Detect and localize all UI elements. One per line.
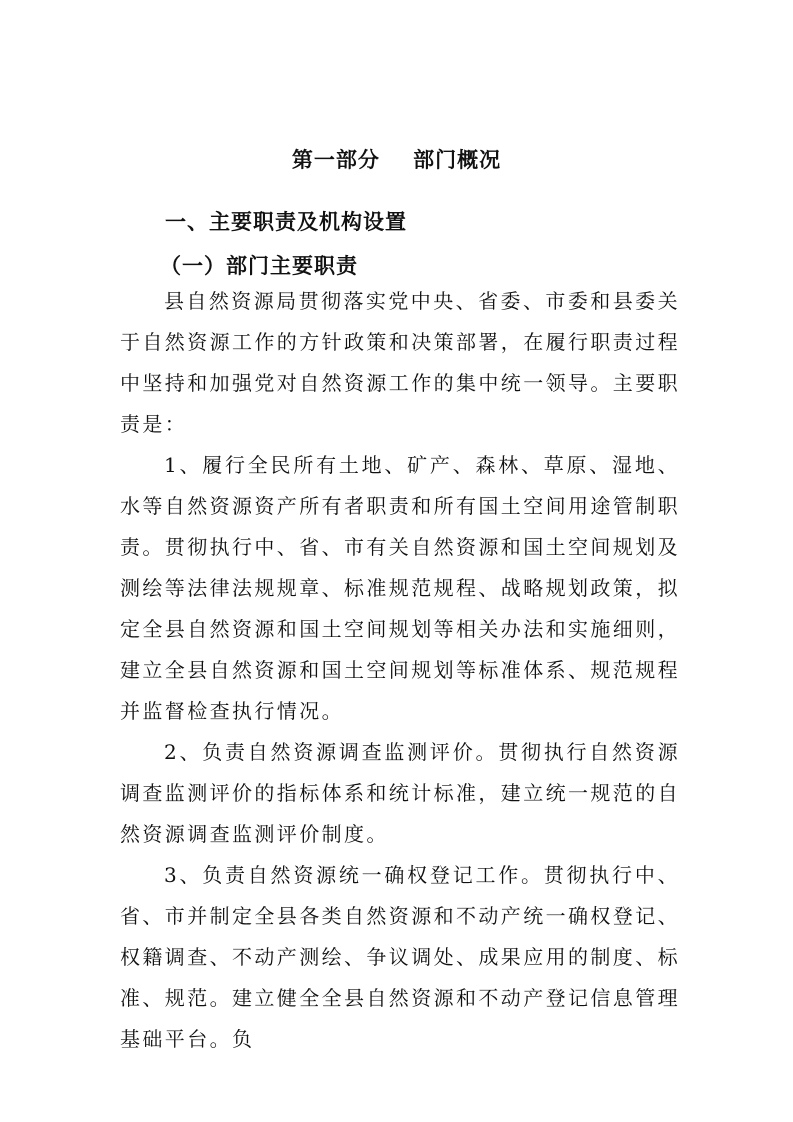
paragraph: 县自然资源局贯彻落实党中央、省委、市委和县委关于自然资源工作的方针政策和决策部署，在履行职责过程中坚持和加强党对自然资源工作的集中统一领导。主要职责是： <box>120 289 680 436</box>
section-title: 一、主要职责及机构设置 <box>165 210 407 234</box>
paragraph: 3、负责自然资源统一确权登记工作。贯彻执行中、省、市并制定全县各类自然资源和不动产统一确权登记、权籍调查、不动产测绘、争议调处、成果应用的制度、标准、规范。建立健全全县自然资源和不动产登记信息管理基础平台。负 <box>120 863 680 1051</box>
part-title: 第一部分 部门概况 <box>291 148 502 172</box>
paragraph: 2、负责自然资源调查监测评价。贯彻执行自然资源调查监测评价的指标体系和统计标准，建立统一规范的自然资源调查监测评价制度。 <box>120 740 680 846</box>
subsection-title: （一）部门主要职责 <box>160 254 358 278</box>
paragraph: 1、履行全民所有土地、矿产、森林、草原、湿地、水等自然资源资产所有者职责和所有国土空间用途管制职责。贯彻执行中、省、市有关自然资源和国土空间规划及测绘等法律法规规章、标准规范规程、战略规划政策，拟定全县自然资源和国土空间规划等相关办法和实施细则，建立全县自然资源和国土空间规划等标准体系、规范规程并监督检查执行情况。 <box>120 453 680 723</box>
body-text <box>120 281 680 1060</box>
